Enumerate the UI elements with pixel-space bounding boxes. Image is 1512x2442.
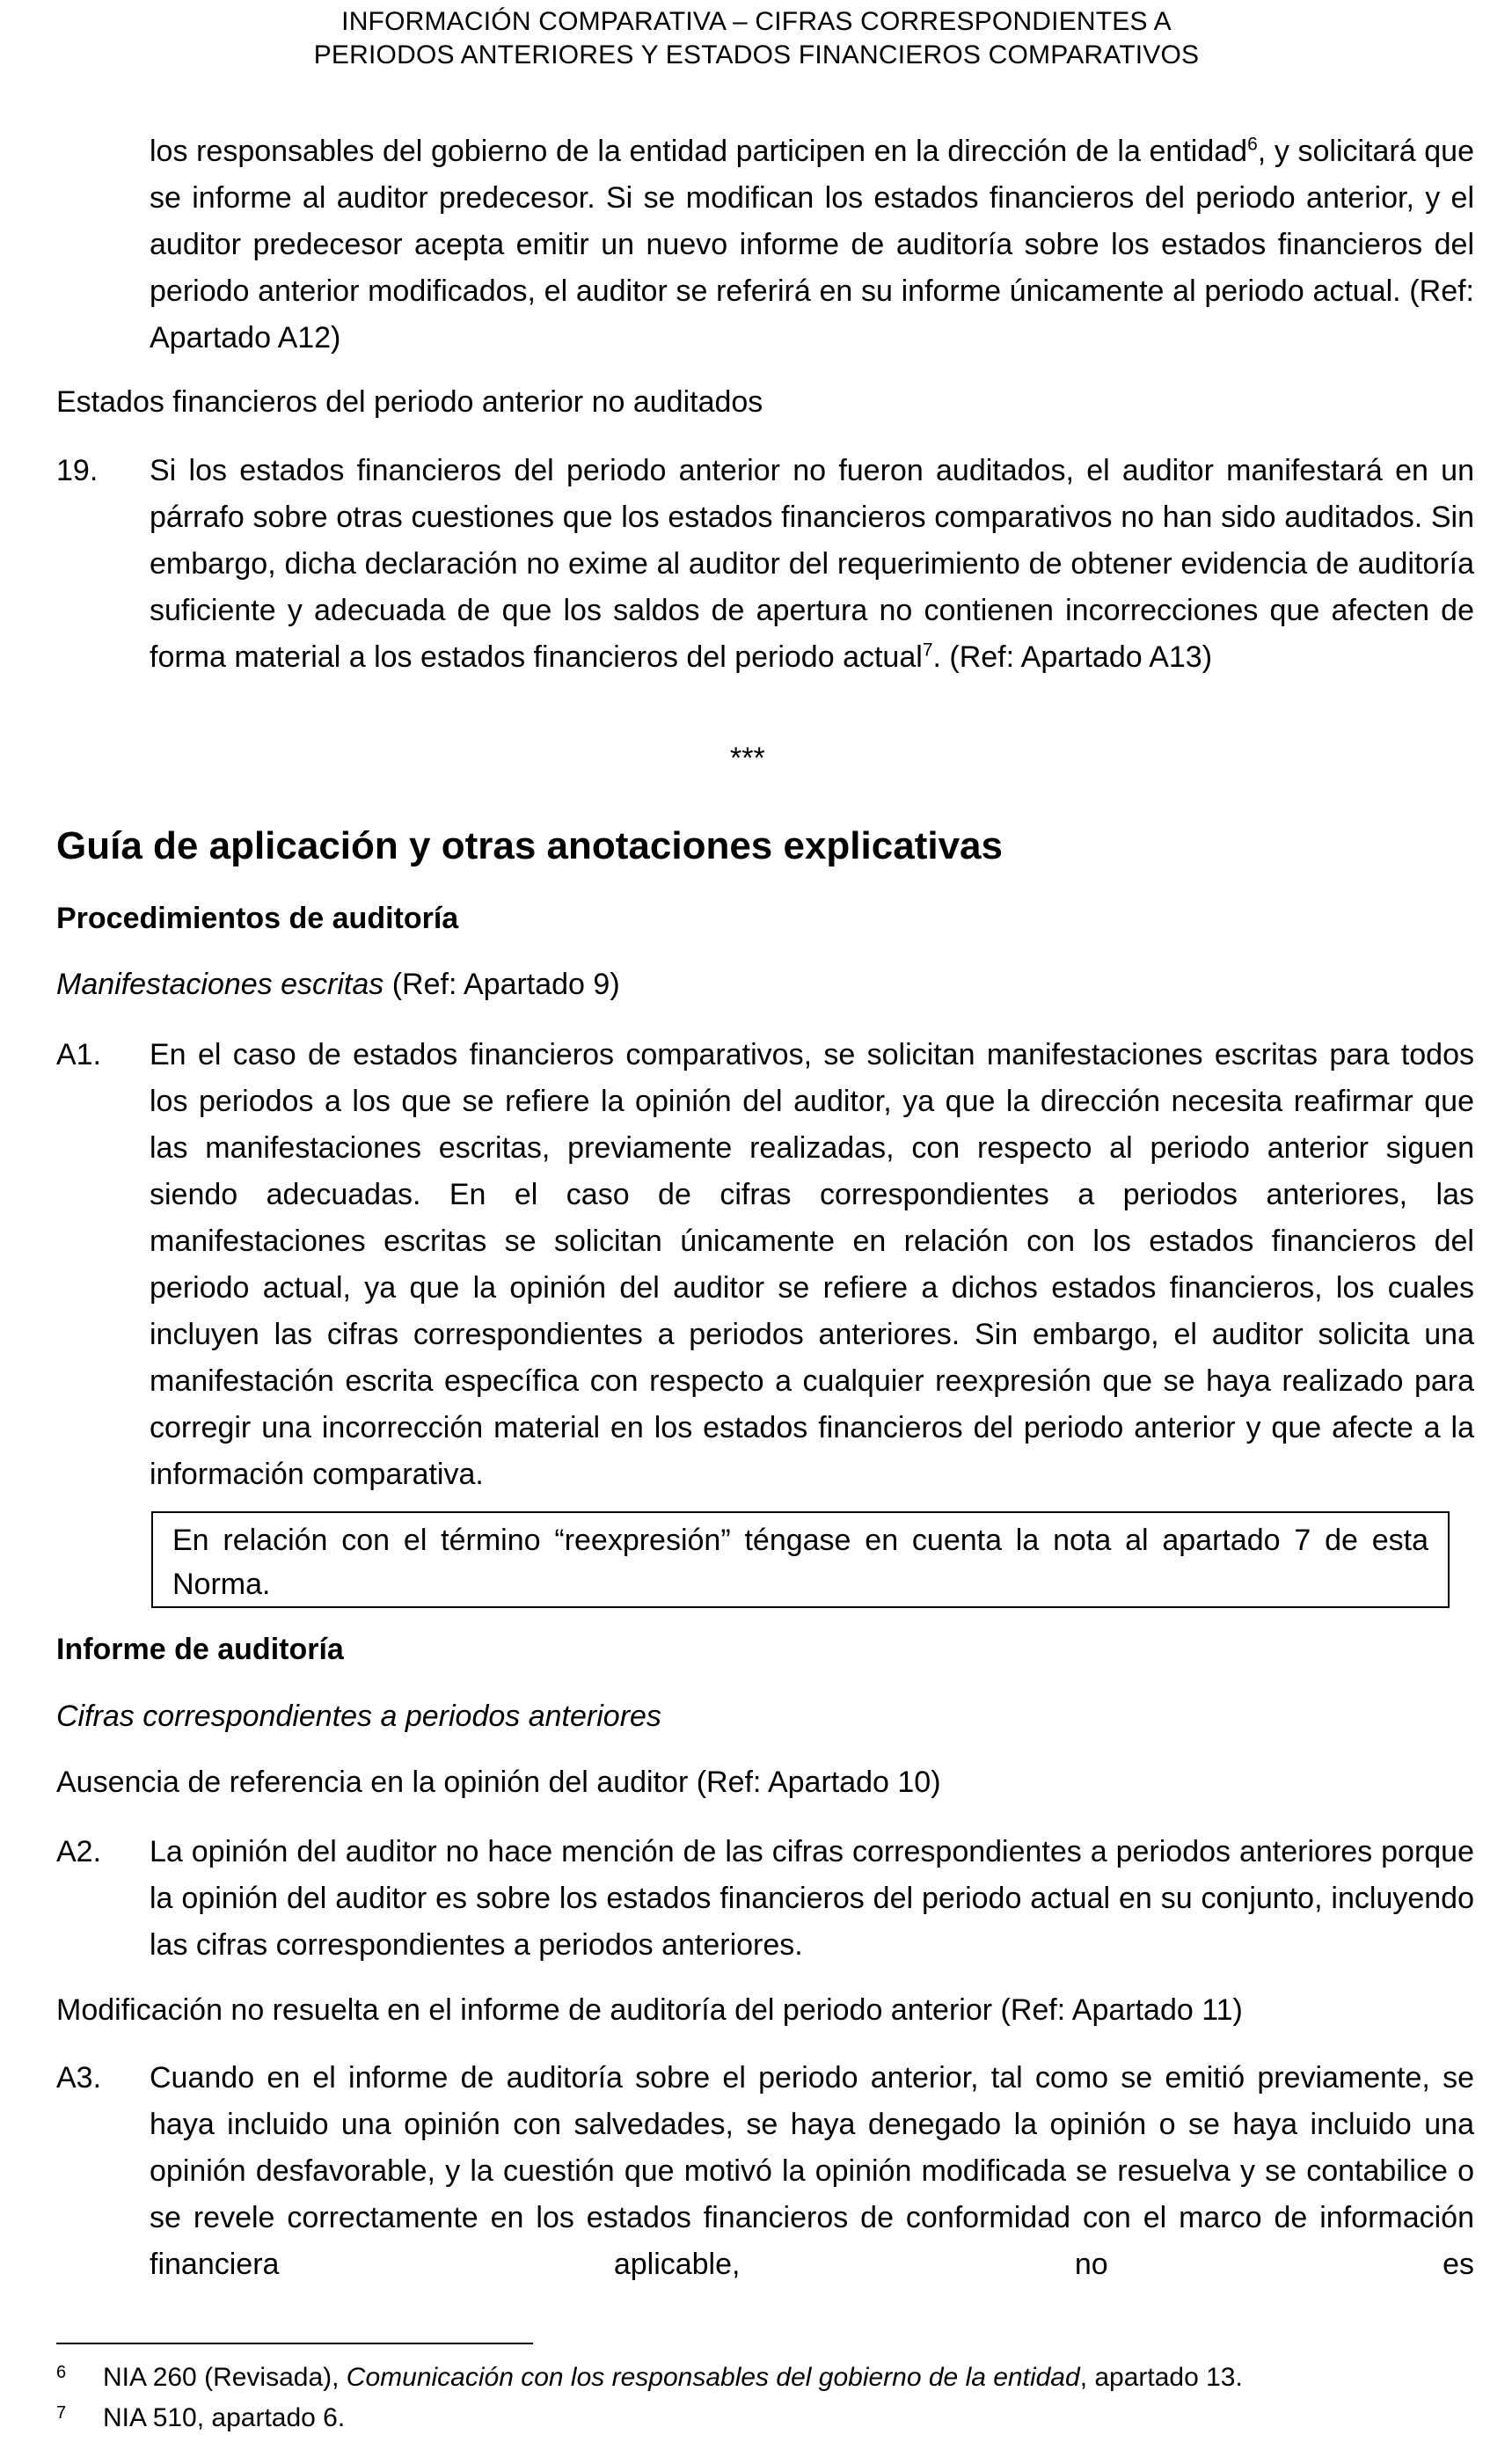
footnote-6 bbox=[56, 2360, 1464, 2395]
audit-report-heading: Informe de auditoría bbox=[56, 1633, 344, 1666]
continuation-text-rest: , y solicitará que se informe al auditor predecesor. Si se modifican los estados financieros del periodo anterior, y el auditor predecesor acepta emitir un nuevo informe de auditoría sobre los estados financieros del periodo anterior modificados, el auditor se referirá en su informe únicamente al periodo actual. (Ref: Apartado A12) bbox=[150, 135, 1474, 355]
guide-heading: Guía de aplicación y otras anotaciones explicativas bbox=[56, 824, 1003, 867]
paragraph-a2 bbox=[56, 1829, 1474, 1969]
footnote-ref-6: 6 bbox=[1247, 134, 1258, 155]
paragraph-19 bbox=[56, 448, 1474, 681]
continuation-paragraph bbox=[150, 128, 1474, 362]
corresponding-figures-heading: Cifras correspondientes a periodos anteriores bbox=[56, 1700, 661, 1733]
footnote-divider bbox=[56, 2343, 533, 2344]
note-box: En relación con el término “reexpresión” téngase en cuenta la nota al apartado 7 de esta Norma. bbox=[151, 1511, 1450, 1608]
procedures-heading: Procedimientos de auditoría bbox=[56, 902, 459, 935]
paragraph-19-text: Si los estados financieros del periodo anterior no fueron auditados, el auditor manifestará en un párrafo sobre otras cuestiones que los estados financieros comparativos no han sido auditados. Sin embargo, dicha declaración no exime al auditor del requerimiento de obtener evidencia de auditoría suficiente y adecuada de que los saldos de apertura no contienen incorrecciones que afecten de forma material a los estados financieros del periodo actual bbox=[150, 454, 1474, 674]
paragraph-number: 19. bbox=[56, 454, 99, 487]
paragraph-number: A1. bbox=[56, 1038, 102, 1071]
paragraph-text bbox=[150, 448, 1474, 681]
continuation-text: los responsables del gobierno de la entidad participen en la dirección de la entidad bbox=[150, 135, 1248, 168]
footnote-6-rest: , apartado 13. bbox=[1079, 2363, 1243, 2392]
paragraph-a3 bbox=[56, 2055, 1474, 2288]
footnote-mark: 6 bbox=[56, 2363, 67, 2382]
footnote-7 bbox=[56, 2401, 1464, 2436]
footnote-6-title: Comunicación con los responsables del gobierno de la entidad bbox=[346, 2363, 1080, 2392]
section-separator: *** bbox=[730, 742, 765, 775]
paragraph-number: A3. bbox=[56, 2061, 102, 2095]
unaudited-heading: Estados financieros del periodo anterior no auditados bbox=[56, 385, 763, 419]
paragraph-19-ref: . (Ref: Apartado A13) bbox=[932, 640, 1213, 674]
written-representations-heading bbox=[56, 961, 620, 1008]
no-reference-heading: Ausencia de referencia en la opinión del auditor (Ref: Apartado 10) bbox=[56, 1766, 941, 1799]
footnote-text bbox=[103, 2360, 1464, 2395]
paragraph-number: A2. bbox=[56, 1835, 102, 1868]
running-header-line-2: PERIODOS ANTERIORES Y ESTADOS FINANCIEROS COMPARATIVOS bbox=[313, 40, 1200, 69]
footnote-text: NIA 510, apartado 6. bbox=[103, 2403, 346, 2432]
footnote-6-text: NIA 260 (Revisada), bbox=[103, 2363, 347, 2392]
written-representations-ref: (Ref: Apartado 9) bbox=[383, 968, 620, 1001]
running-header bbox=[264, 5, 1249, 72]
paragraph-a1 bbox=[56, 1032, 1474, 1498]
written-representations-title: Manifestaciones escritas bbox=[56, 968, 384, 1001]
footnote-ref-7: 7 bbox=[922, 640, 933, 661]
paragraph-text: Cuando en el informe de auditoría sobre el periodo anterior, tal como se emitió previamente, se haya incluido una opinión con salvedades, se haya denegado la opinión o se haya incluido una opinión desfavorable, y la cuestión que motivó la opinión modificada se resuelva y se contabilice o se revele correctamente en los estados financieros de conformidad con el marco de información financiera aplicable, no es bbox=[150, 2061, 1474, 2281]
unresolved-modification-heading: Modificación no resuelta en el informe de auditoría del periodo anterior (Ref: Apartado 11) bbox=[56, 1993, 1243, 2027]
footnote-mark: 7 bbox=[56, 2403, 67, 2423]
paragraph-text: La opinión del auditor no hace mención de las cifras correspondientes a periodos anteriores porque la opinión del auditor es sobre los estados financieros del periodo actual en su conjunto, incluyendo las cifras correspondientes a periodos anteriores. bbox=[150, 1835, 1474, 1962]
running-header-line-1: INFORMACIÓN COMPARATIVA – CIFRAS CORRESPONDIENTES A bbox=[341, 7, 1172, 36]
paragraph-text: En el caso de estados financieros comparativos, se solicitan manifestaciones escritas para todos los periodos a los que se refiere la opinión del auditor, ya que la dirección necesita reafirmar que las manifestaciones escritas, previamente realizadas, con respecto al periodo anterior siguen siendo adecuadas. En el caso de cifras correspondientes a periodos anteriores, las manifestaciones escritas se solicitan únicamente en relación con los estados financieros del periodo actual, ya que la opinión del auditor se refiere a dichos estados financieros, los cuales incluyen las cifras correspondientes a periodos anteriores. Sin embargo, el auditor solicita una manifestación escrita específica con respecto a cualquier reexpresión que se haya realizado para corregir una incorrección material en los estados financieros del periodo anterior y que afecte a la información comparativa. bbox=[150, 1038, 1474, 1491]
